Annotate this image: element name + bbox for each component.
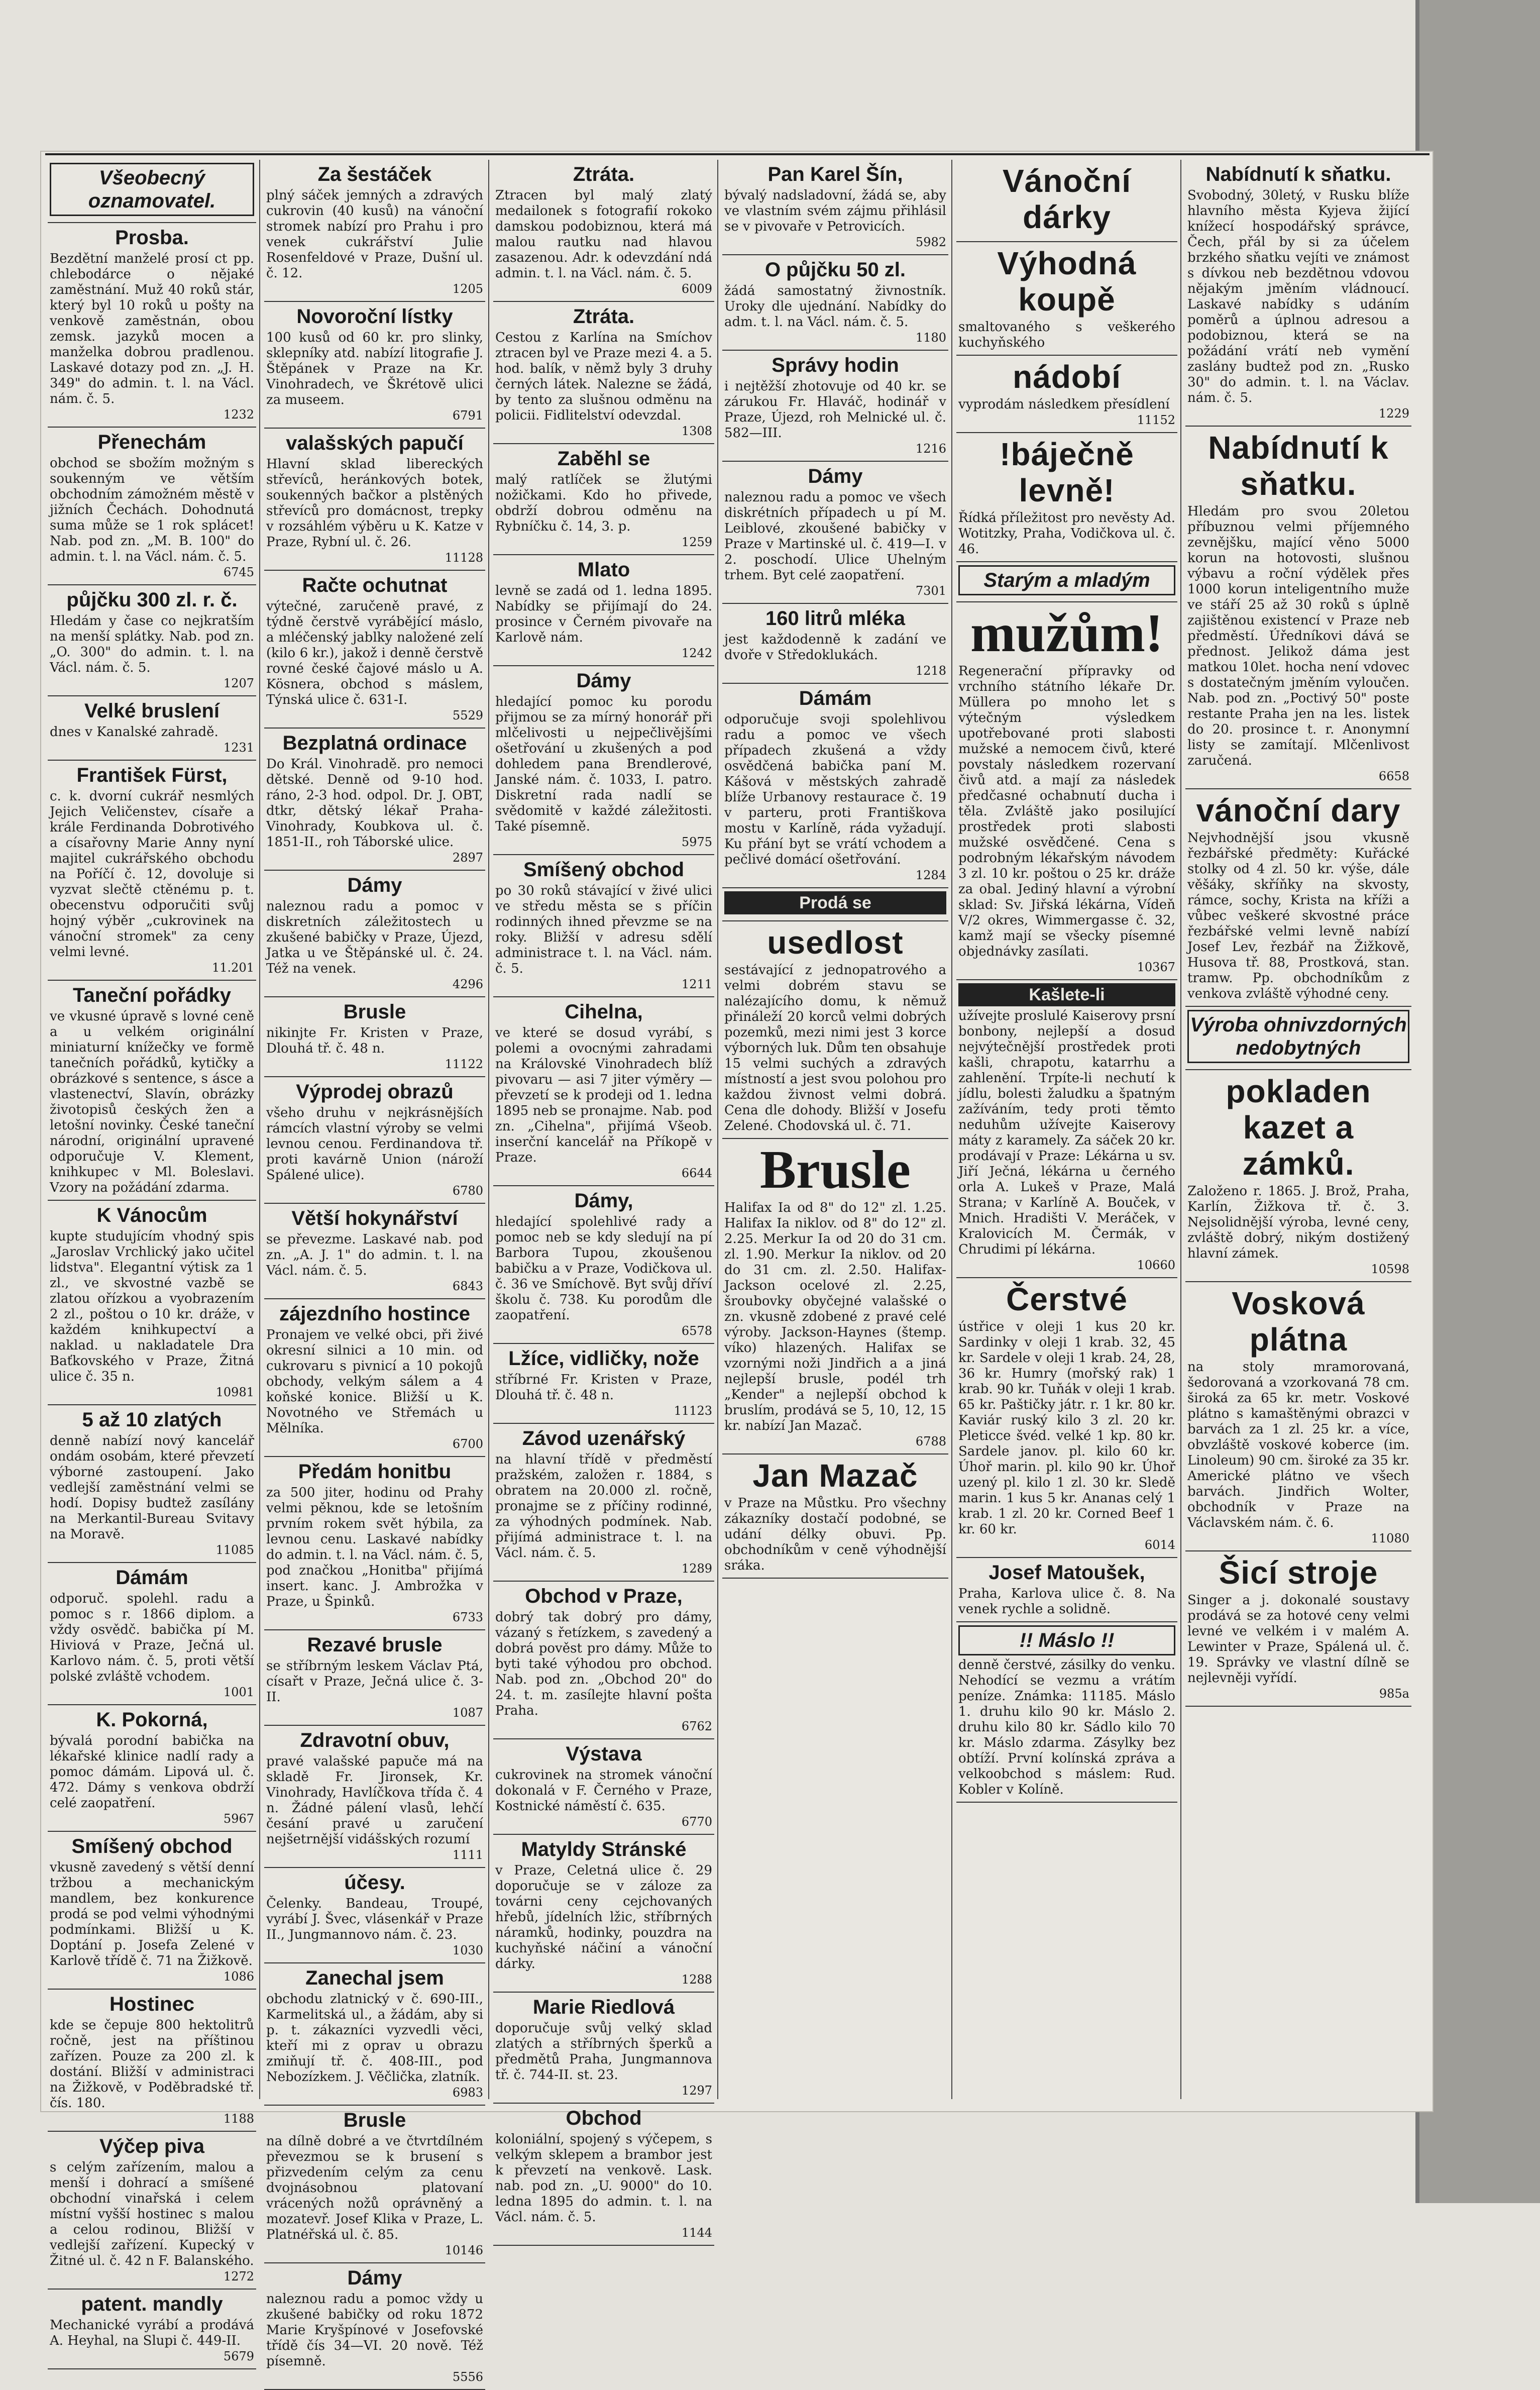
classified-ad [48, 1832, 256, 1990]
ad-heading: Šicí stroje [1219, 1554, 1378, 1591]
ad-body: odporučuje svoji spolehlivou radu a pomoc ve všech případech zkušená a vždy osvědčená babička paní M. Kášová v městských zahradě blíže Urbanovy restaurace č. 19 v parteru, proti Františkova mostu v Karlíně, ráda vyžadují. Ku přání byt se vrátí vchodem a pečlivé domácí ošetřování. [724, 712, 946, 867]
classified-ad [722, 1454, 948, 1579]
classified-ad [48, 696, 256, 761]
column-5 [956, 160, 1177, 2099]
ad-body: na stoly mramorovaná, šedorovaná a vzorkovaná 78 cm. široká za 65 kr. metr. Voskové plátno s kamaštěnými obrazci v barvách za 1 zl. 25 kr. a více, obvzláště voskové koberce (im. Linoleum) 90 cm. široké za 35 kr. Americké plátno ve všech barvách. Jindřich Wolter, obchodník v Praze na Václavském nám. č. 6. [1187, 1360, 1409, 1530]
ad-number: 1232 [223, 407, 254, 422]
ad-heading: František Fürst, [76, 764, 228, 786]
classified-ad [722, 921, 948, 1139]
ad-body: Halifax Ia od 8" do 12" zl. 1.25. Halifax Ia niklov. od 8" do 12" zl. 2.25. Merkur Ia od 20 do 31 cm. zl. 1.90. Merkur Ia niklov. od 20 do 31 cm. zl. 2.50. Halifax-Jackson ocelové zl. 2.25, šroubovky obyčejné valašské o zn. vkusně zdobené z pravé celé výroby. Jackson-Haynes (štemp. víko) hlazených. Halifax se vzornými noži Jindřich a a jiná nejlepší brusle, podél trh „Kender" a nejlepší obchod k bruslím, prodává se 5, 10, 12, 15 kr. nabízí Jan Mazač. [724, 1200, 946, 1433]
ad-heading: valašských papučí [286, 432, 464, 454]
ad-body: vkusně zavedený s větší denní tržbou a mechanickým mandlem, bez konkurence prodá se pod velmi výhodnými podmínkami. Bližší u K. Doptání p. Josefa Zelené v Karlově třídě č. 71 na Žižkově. [50, 1860, 254, 1968]
ad-number: 6733 [452, 1610, 483, 1624]
classified-ad [493, 1835, 714, 1993]
ad-body: Hlavní sklad libereckých střevíců, heránkových botek, soukenných bačkor a plstěných střevíců pro domácnost, trepky v rozsáhlém výběru u K. Katze v Praze, Rybní ul. č. 26. [266, 457, 483, 550]
ad-number: 1218 [915, 664, 946, 678]
ad-heading: Dámy [347, 2267, 402, 2289]
ad-heading: Přenechám [97, 431, 206, 453]
classified-ad [1185, 1070, 1411, 1282]
ad-body: Svobodný, 30letý, v Rusku blíže hlavního města Kyjeva žijící knížecí hospodářský správce, Čech, přál by si za účelem brzkého sňatku vejíti ve známost s dívkou neb bezdětnou vdovou nějakým jměním vládnoucí. Laskavé nabídky s udáním poměrů a úplnou adresou a podobiznou, která se na požádání vrátí neb vymění zaslány budtež pod zn. „Rusko 30" do admin. t. l. na Václav. nám. č. 5. [1187, 188, 1409, 405]
ad-body: cukrovinek na stromek vánoční dokonalá v F. Černého v Praze, Kostnické náměstí č. 635. [495, 1768, 712, 1814]
ad-number: 11123 [674, 1404, 712, 1418]
ad-number: 11152 [1137, 413, 1175, 427]
classified-ad [956, 602, 1177, 980]
classified-ad [48, 585, 256, 696]
ad-number: 1259 [681, 535, 712, 549]
ad-number: 7301 [915, 584, 946, 598]
ad-heading: Mlato [577, 559, 630, 581]
classified-ad [722, 160, 948, 255]
ad-number: 1030 [452, 1943, 483, 1957]
ad-number: 6578 [681, 1324, 712, 1338]
ad-heading: Za šestáček [317, 163, 432, 185]
ad-heading: Taneční pořádky [73, 984, 231, 1006]
classified-ad [264, 1204, 485, 1299]
ad-heading: Dámy [347, 874, 402, 896]
ad-number: 6983 [452, 2086, 483, 2100]
ad-heading: Matyldy Stránské [521, 1838, 687, 1860]
ad-heading: usedlost [767, 924, 904, 961]
ad-number: 6788 [915, 1434, 946, 1448]
ad-body: obchod se sbožím možným s soukenným ve větším obchodním zámožném městě v jižních Čechách. Dohodnutá suma může se 1 rok splácet! Nab. pod zn. „M. B. 100" do admin. t. l. na Václ. nám. č. 5. [50, 456, 254, 564]
ad-number: 1211 [681, 977, 712, 991]
ad-heading: Nabídnutí k sňatku. [1208, 430, 1389, 502]
ad-heading: Pan Karel Šín, [767, 163, 903, 185]
ad-number: 6009 [681, 282, 712, 296]
ad-body: dnes v Kanalské zahradě. [50, 724, 218, 740]
ad-body: Bezdětní manželé prosí ct pp. chlebodárce o nějaké zaměstnání. Muž 40 roků stár, který byl 10 roků u pošty na venkově zaměstnán, obou zemsk. jazyků mocen a manželka dobrou pradlenou. Laskavé dotazy pod zn. „J. H. 349" do admin. t. l. na Václ. nám. č. 5. [50, 251, 254, 406]
classified-ad [264, 2106, 485, 2263]
classified-ad [722, 888, 948, 921]
ad-body: za 500 jiter, hodinu od Prahy velmi pěknou, kde se letošním prvním rokem svět hýbila, za levnou cenu. Laskavé nabídky do admin. t. l. na Václ. nám. č. 5, pod značkou „Honitba" přijímá insert. kanc. J. Ambrožka v Praze, u Špinků. [266, 1485, 483, 1609]
ad-body: v Praze, Celetná ulice č. 29 doporučuje se v záloze za továrni ceny cejchovaných hřebů, jídelních lžic, stříbrných náramků, hodinky, pouzdra na kuchyňské náčiní a vánoční dárky. [495, 1863, 712, 1971]
classified-ad [1185, 427, 1411, 789]
ad-heading: Brusle [759, 1140, 911, 1200]
classified-ad [722, 255, 948, 351]
classified-ad [48, 1563, 256, 1705]
ad-heading: Nabídnutí k sňatku. [1205, 163, 1391, 185]
ad-number: 6014 [1144, 1538, 1175, 1552]
ad-heading: 160 litrů mléka [765, 607, 905, 630]
ad-number: 11080 [1371, 1531, 1409, 1545]
ad-body: výtečné, zaručeně pravé, z týdně čerstvě vyrábějící máslo, a mléčenský jablky naložené zelí (kilo 6 kr.), jakož i denně čerstvě rovné české čajové máslo u A. Kösnera, obchod s máslem, Týnská ulice č. 631-I. [266, 599, 483, 707]
column-4 [722, 160, 948, 2099]
ad-heading: Předám honitbu [298, 1461, 452, 1483]
ad-heading: Zdravotní obuv, [300, 1729, 450, 1751]
scan-margin [1419, 0, 1540, 2203]
classified-ad [48, 2132, 256, 2290]
ad-heading: Dámám [799, 687, 872, 709]
classified-ad [48, 1705, 256, 1832]
ad-heading: Dámám [116, 1567, 188, 1589]
ad-body: odporuč. spolehl. radu a pomoc s r. 1866 diplom. a vždy osvědč. babička pí M. Hiviová v Praze, Ječná ul. Karlovo nám. č. 5, proti větší polské zvláště vchodem. [50, 1591, 254, 1684]
ad-heading: Smíšený obchod [523, 859, 685, 881]
classified-ad [1185, 1007, 1411, 1070]
ad-body: na hlavní třídě v předměstí pražském, založen r. 1884, s obratem na 20.000 zl. ročně, pronajme se z příčiny rodinné, za výhodných podmínek. Nab. přijímá administrace t. l. na Václ. nám. č. 5. [495, 1452, 712, 1561]
ad-body: smaltovaného s veškerého kuchyňského [958, 320, 1175, 350]
ad-body: Řídká příležitost pro nevěsty Ad. Wotitzky, Praha, Vodičkova ul. č. 46. [958, 510, 1175, 557]
ad-number: 1207 [223, 676, 254, 690]
ad-heading: Rezavé brusle [307, 1634, 443, 1656]
ad-number: 5975 [681, 835, 712, 849]
ad-body: i nejtěžší zhotovuje od 40 kr. se zárukou Fr. Hlaváč, hodinář v Praze, Újezd, roh Melnické ul. č. 582—III. [724, 379, 946, 441]
ad-heading: Zaběhl se [557, 448, 650, 470]
ad-number: 1086 [223, 1969, 254, 1984]
ad-number: 1205 [452, 282, 483, 296]
ad-body: obchodu zlatnický v č. 690-III., Karmelitská ul., a žádám, aby si p. t. zákazníci vyzvedli věci, kteří mi z oprav u obrazu zmiňují tř. č. 408-III., pod Nebozízkem. J. Věčlička, zlatník. [266, 1992, 483, 2085]
ad-body: denně čerstvé, zásilky do venku. Nehodící se vezmu a vrátím peníze. Známka: 11185. Máslo 1. druhu kilo 90 kr. Máslo 2. druhu kilo 80 kr. Sádlo kilo 70 kr. Máslo zdarma. Zásylky bez obtíží. První kolínská zpráva a velkoobchod s máslem: Rud. Kobler v Kolíně. [958, 1657, 1175, 1797]
ad-heading: Jan Mazač [752, 1458, 918, 1494]
ad-number: 6644 [681, 1166, 712, 1180]
classified-ad [264, 1457, 485, 1630]
column-divider [717, 160, 718, 2099]
ad-body: Čelenky. Bandeau, Troupé, vyrábí J. Švec, vlásenkář v Praze II., Jungmannovo nám. č. 23. [266, 1896, 483, 1942]
classified-ad [1185, 789, 1411, 1007]
classified-ad [493, 2104, 714, 2246]
ad-heading: Ztráta. [573, 305, 635, 328]
ad-heading: Výstava [566, 1743, 642, 1765]
ad-number: 1001 [223, 1685, 254, 1699]
ad-number: 1188 [223, 2112, 254, 2126]
ad-heading: K Vánocům [96, 1204, 207, 1226]
ad-number: 1272 [223, 2269, 254, 2283]
classified-ad [956, 1278, 1177, 1558]
ad-heading: Obchod v Praze, [525, 1585, 683, 1607]
classified-ad [264, 1868, 485, 1963]
ad-heading: Výroba ohnivzdorných nedobytných [1187, 1010, 1409, 1063]
classified-ad [264, 2263, 485, 2390]
classified-ad [48, 428, 256, 585]
ad-heading: !báječně levně! [1000, 436, 1134, 508]
ad-number: 10981 [215, 1385, 254, 1399]
classified-ad [956, 562, 1177, 602]
classified-ad [48, 1990, 256, 2132]
ad-heading: Velké bruslení [84, 700, 220, 722]
ad-heading: Všeobecný oznamovatel. [50, 163, 254, 216]
ad-number: 6843 [452, 1279, 483, 1293]
ad-body: Cestou z Karlína na Smíchov ztracen byl ve Praze mezi 4. a 5. hod. balík, v němž byly 3 druhy černých látek. Nalezne se žádá, by tento za slušnou odměnu na policii. Fidlitelství odevzdal. [495, 330, 712, 423]
classified-ad [493, 997, 714, 1186]
ad-body: Singer a j. dokonalé soustavy prodává se za hotové ceny velmi levné ve velkém i v malém A. Lewinter v Praze, Spálená ul. č. 19. Správky ve vlastní dílně se nejlevněji vyřídí. [1187, 1593, 1409, 1686]
ad-body: se převezme. Laskavé nab. pod zn. „A. J. 1" do admin. t. l. na Václ. nám. č. 5. [266, 1232, 483, 1278]
ad-number: 5967 [223, 1812, 254, 1826]
ad-body: po 30 roků stávající v živé ulici ve středu města se s příčin rodinných ihned převzme se na roky. Bližší v adresu sdělí administrace t. l. na Václ. nám. č. 5. [495, 883, 712, 976]
ad-heading: Závod uzenářský [522, 1427, 686, 1449]
classified-ad [493, 444, 714, 555]
ad-body: denně nabízí nový kancelář ondám osobám, které převzetí výborné zastoupení. Jako vedlejší zaměstnání velmi se hodí. Dopisy budtež zasílány na Merkantil-Bureau Svitavy na Moravě. [50, 1433, 254, 1542]
ad-body: žádá samostatný živnostník. Uroky dle ujednání. Nabídky do adm. t. l. na Václ. nám. č. 5. [724, 283, 946, 330]
ad-number: 6762 [681, 1719, 712, 1733]
ad-body: ve které se dosud vyrábí, s polemi a ovocnými zahradami na Královské Vinohradech blíž pivovaru — asi 7 jiter výměry — převzetí se k prodeji od 1. ledna 1895 neb se pronajme. Nab. pod zn. „Cihelna", přijímá Všeob. inserční kancelář na Příkopě v Praze. [495, 1025, 712, 1165]
classified-ad [264, 1299, 485, 1457]
ad-body: v Praze na Můstku. Pro všechny zákazníky dostačí podobné, se udání délky obuvi. Pp. obchodníkům v ceně výhodnější sráka. [724, 1496, 946, 1573]
classified-ad [493, 666, 714, 855]
ad-heading: Větší hokynářství [291, 1207, 458, 1229]
classified-ad [48, 761, 256, 981]
ad-heading: Novoroční lístky [296, 305, 453, 328]
ad-heading: Kašlete-li [958, 983, 1175, 1006]
ad-number: 1297 [681, 2084, 712, 2098]
ad-heading: Vánoční dárky [1003, 163, 1131, 235]
column-3 [493, 160, 714, 2240]
classified-ad [48, 981, 256, 1201]
ad-heading: K. Pokorná, [96, 1709, 208, 1731]
ad-number: 6791 [452, 408, 483, 423]
ad-body: se stříbrným leskem Václav Ptá, císařt v Praze, Ječná ulice č. 3-II. [266, 1658, 483, 1705]
classified-ad [264, 729, 485, 871]
ad-heading: Cihelna, [565, 1001, 643, 1023]
ad-number: 10367 [1137, 960, 1175, 974]
ad-heading: Prodá se [724, 891, 946, 914]
classified-ad [493, 160, 714, 302]
ad-number: 5679 [223, 2349, 254, 2363]
ad-heading: Starým a mladým [958, 565, 1175, 595]
column-divider [1180, 160, 1181, 2099]
ad-heading: Hostinec [109, 1993, 194, 2015]
classified-ad [48, 160, 256, 223]
ad-number: 985a [1379, 1687, 1409, 1701]
ad-body: doporučuje svůj velký sklad zlatých a stříbrných šperků a předmětů Praha, Jungmannova tř. č. 744-II. st. 23. [495, 2021, 712, 2083]
ad-body: sestávající z jednopatrového a velmi dobrém stavu se nalézajícího domu, k němuž přináleží 20 korců velmi dobrých pozemků, mezi nimi jest 3 korce výborných luk. Dům ten obsahuje 15 velmi suchých a zdravých místností a jest svou polohou pro každou živnost velmi dobrá. Cena dle dohody. Bližší v Josefu Zelené. Chodovská ul. č. 71. [724, 963, 946, 1133]
ad-number: 2897 [452, 851, 483, 865]
ad-heading: Dámy, [574, 1190, 633, 1212]
ad-body: hledající spolehlivé rady a pomoc neb se kdy sledují na pí Barbora Tupou, zkoušenou babičku a v Praze, Vodičkova ul. č. 36 ve Smíchově. Byt svůj dříví školu č. 738. Ku porodům dle zaopatření. [495, 1214, 712, 1323]
classified-ad [956, 433, 1177, 562]
ad-number: 5982 [915, 235, 946, 249]
classified-ad [1185, 1282, 1411, 1551]
ad-heading: vánoční dary [1196, 792, 1401, 828]
classified-ad [264, 1726, 485, 1868]
classified-ad [493, 1739, 714, 1835]
classified-ad [722, 684, 948, 888]
ad-body: ve vkusné úpravě s lovné ceně a u velkém originální miniaturní knížečky ve formě tanečních pořádků, kytičky a obrázkové s sentence, s ásce a vlastenectví, Slavín, obrázky životopisů českých žen a letošní novinky. České taneční národní, originální upravené odporučuje V. Klement, knihkupec v Ml. Boleslavi. Vzory na požádání zdarma. [50, 1009, 254, 1195]
ad-heading: mužům! [970, 603, 1163, 663]
ad-heading: pokladen kazet a zámků. [1226, 1073, 1371, 1182]
ad-number: 11122 [445, 1057, 483, 1071]
ad-body: Založeno r. 1865. J. Brož, Praha, Karlín, Žižkova tř. č. 3. Nejsolidnější výroba, levné ceny, zvláště dobrý, nikým dostižený hlavní zámek. [1187, 1184, 1409, 1261]
ad-heading: Brusle [343, 1001, 406, 1023]
column-6 [1185, 160, 1411, 2099]
classified-ad [956, 160, 1177, 242]
ad-number: 5556 [452, 2370, 483, 2384]
classified-ad [493, 302, 714, 444]
ad-heading: zájezdního hostince [279, 1303, 471, 1325]
classified-ad [264, 571, 485, 729]
ad-heading: patent. mandly [81, 2293, 223, 2315]
classified-ad [48, 223, 256, 428]
ad-body: hledající pomoc ku porodu přijmou se za mírný honorář při mlčelivosti u nejpečlivějšími ošetřování u zkušených a pod dohledem pana Brendlerové, Janské nám. č. 1033, I. patro. Diskretní rada nadlí se svědomitě v každé záležitosti. Také písemně. [495, 694, 712, 834]
ad-number: 1111 [452, 1848, 483, 1862]
ad-heading: Smíšený obchod [71, 1835, 233, 1857]
ad-body: všeho druhu v nejkrásnějších rámcích vlastní výroby se velmi levnou cenou. Ferdinandova tř. proti kavárně Union (nároží Spálené ulice). [266, 1105, 483, 1183]
ad-body: kde se čepuje 800 hektolitrů ročně, jest na příštinou zařízen. Pouze za 200 zl. k dostání. Bližší v administraci na Žižkově, v Poděbradské tř. čís. 180. [50, 2018, 254, 2111]
ad-body: stříbrné Fr. Kristen v Praze, Dlouhá tř. č. 48 n. [495, 1372, 712, 1403]
classified-ad [493, 1993, 714, 2104]
column-2 [264, 160, 485, 2384]
classified-ad [264, 429, 485, 571]
ad-heading: Správy hodin [772, 354, 899, 376]
ad-number: 6745 [223, 565, 254, 579]
ad-number: 6770 [681, 1815, 712, 1829]
ad-number: 1242 [681, 646, 712, 660]
ad-number: 1229 [1378, 406, 1409, 421]
ad-body: naleznou radu a pomoc vždy u zkušené babičky od roku 1872 Marie Kryšpínové v Josefovské třídě čís 34—VI. 20 nově. Též písemně. [266, 2292, 483, 2369]
classified-ad [493, 1424, 714, 1582]
ad-body: 100 kusů od 60 kr. pro slinky, sklepníky atd. nabízí litografie J. Štěpánek v Praze na Kr. Vinohradech, ve Škrétově ulici za museem. [266, 330, 483, 407]
ad-body: Regenerační přípravky od vrchního státního lékaře Dr. Müllera po mnoho let s výtečným výsledkem upotřebované proti slabosti mužské a nemocem čivů, které povstaly následkem rozervaní čivů atd. a mají za následek předčasné ochabnutí ducha i těla. Zvláště jako posilující prostředek proti slabosti mužské osvědčené. Cena s podrobným lékařským návodem 3 zl. 10 kr. poštou o 25 kr. dráže za obal. Jediný hlavní a výrobní sklad: Sv. Jiřská lékárna, Vídeň V/2 okres, Wimmergasse č. 32, kamž mají se všecky písemné objednávky zasílati. [958, 664, 1175, 959]
classified-ad [1185, 160, 1411, 427]
ad-body: Hledám y čase co nejkratším na menší splátky. Nab. pod zn. „O. 300" do admin. t. l. na Václ. nám. č. 5. [50, 613, 254, 675]
ad-number: 1216 [915, 442, 946, 456]
ad-number: 11128 [445, 551, 483, 565]
ad-number: 6700 [452, 1437, 483, 1451]
ad-body: bývalá porodní babička na lékařské klinice nadlí rady a pomoc dámám. Lipová ul. č. 472. Dámy s venkova obdrží celé zaopatření. [50, 1733, 254, 1811]
ad-heading: Zanechal jsem [305, 1967, 444, 1989]
ad-body: Praha, Karlova ulice č. 8. Na venek rychle a solidně. [958, 1586, 1175, 1617]
classified-ad [264, 160, 485, 302]
column-1 [48, 160, 256, 2363]
classified-ad [956, 242, 1177, 356]
ad-heading: Račte ochutnat [302, 574, 448, 596]
classified-ad [722, 1139, 948, 1454]
ad-number: 10660 [1137, 1258, 1175, 1272]
ad-heading: !! Máslo !! [958, 1625, 1175, 1655]
ad-body: c. k. dvorní cukrář nesmlých Jejich Veličenstev, císaře a krále Ferdinanda Dobrotivého a císařovny Marie Anny nyní majitel cukrářského obchodu na Poříčí č. 12, dovoluje si vyzvat slečtě ctěnému p. t. obecenstvu odporučiti svůj hojný výběr „cukrovinek na vánoční stromek" za ceny velmi levné. [50, 789, 254, 960]
classified-ad [264, 302, 485, 429]
classified-ad [956, 1558, 1177, 1622]
ad-heading: Čerstvé [1006, 1281, 1128, 1317]
classified-ad [264, 1630, 485, 1726]
ad-heading: Ztráta. [573, 163, 635, 185]
ad-number: 1308 [681, 424, 712, 438]
classified-ad [48, 1405, 256, 1563]
column-divider [259, 160, 260, 2099]
ad-heading: Výčep piva [99, 2135, 204, 2157]
ad-body: bývalý nadsladovní, žádá se, aby ve vlastním svém zájmu přihlásil se v pivovaře v Petrovicích. [724, 188, 946, 234]
classified-ad [493, 1186, 714, 1344]
classified-ad [493, 555, 714, 666]
ad-body: na dílně dobré a ve čtvrtdílném převezmou se k brusení s přizvedením celým za cenu dvojnásobnou platovaní vrácených nožů oprávněný a mozatevř. Josef Klika v Praze, L. Platnéřská ul. č. 85. [266, 2134, 483, 2242]
ad-heading: Prosba. [115, 227, 189, 249]
ad-body: nikinjte Fr. Kristen v Praze, Dlouhá tř. č. 48 n. [266, 1025, 483, 1056]
ad-body: naleznou radu a pomoc v diskretních záležitostech u zkušené babičky v Praze, Újezd, Jatka u ve Štěpánské ul. č. 24. Též na venek. [266, 899, 483, 976]
ad-body: malý ratlíček se žlutými nožičkami. Kdo ho přivede, obdrží dobrou odměnu na Rybníčku č. 14, 3. p. [495, 472, 712, 534]
classified-ad [722, 604, 948, 684]
classified-ad [48, 1201, 256, 1405]
classified-ad [722, 462, 948, 604]
ad-number: 1289 [681, 1562, 712, 1576]
ad-heading: Bezplatná ordinace [282, 732, 467, 754]
ad-number: 1144 [681, 2226, 712, 2240]
classified-ad [264, 997, 485, 1077]
ad-number: 1180 [915, 331, 946, 345]
ad-body: pravé valašské papuče má na skladě Fr. Jironsek, Kr. Vinohrady, Havlíčkova třída č. 4 n. Žádné pálení vlasů, lehčí česání pravé u zaručení nejšetrnější vidášských rozumí [266, 1754, 483, 1847]
ad-body: plný sáček jemných a zdravých cukrovin (40 kusů) na vánoční stromek nabízí pro Prahu i pro venek cukrářství Julie Rosenfeldové v Praze, Dušní ul. č. 12. [266, 188, 483, 281]
ad-number: 1231 [223, 741, 254, 755]
classified-ad [956, 980, 1177, 1278]
ad-heading: Brusle [343, 2109, 406, 2131]
ad-number: 5529 [452, 708, 483, 722]
ad-body: Pronajem ve velké obci, při živé okresní silnici a 10 min. od cukrovaru s pivnicí a 10 pokojů obchody, velkým sálem a 4 koňské konice. Bližší u K. Novotného ve Střemách u Mělníka. [266, 1327, 483, 1436]
ad-number: 10146 [445, 2243, 483, 2257]
ad-heading: účesy. [344, 1872, 405, 1894]
ad-heading: Dámy [808, 465, 863, 487]
column-divider [488, 160, 489, 2099]
classified-ad [493, 1582, 714, 1739]
ad-heading: nádobí [1013, 359, 1121, 395]
ad-body: levně se zadá od 1. ledna 1895. Nabídky se přijímají do 24. prosince v Černém pivovaře na Karlově nám. [495, 583, 712, 645]
ad-body: koloniální, spojený s výčepem, s velkým sklepem a brambor jest k převzetí na venkově. Lask. nab. pod zn. „U. 9000" do 10. ledna 1895 do admin. t. l. na Václ. nám. č. 5. [495, 2132, 712, 2225]
ad-heading: Lžíce, vidličky, nože [508, 1347, 699, 1370]
classified-ad [48, 2290, 256, 2369]
ad-number: 6780 [452, 1184, 483, 1198]
classified-ad [264, 871, 485, 997]
ad-body: naleznou radu a pomoc ve všech diskrétních případech u pí M. Leiblové, zkoušené babičky v Praze v Martinské ul. č. 419—I. v 2. poschodí. Ulice Uhelným trhem. Byt celé zaopatření. [724, 490, 946, 583]
ad-number: 1288 [681, 1972, 712, 1987]
ad-body: Mechanické vyrábí a prodává A. Heyhal, na Slupi č. 449-II. [50, 2318, 254, 2348]
ad-body: ústřice v oleji 1 kus 20 kr. Sardinky v oleji 1 krab. 32, 45 kr. Sardele v oleji 1 krab. 24, 28, 36 kr. Humry (mořský rak) 1 krab. 90 kr. Tuňák v oleji 1 krab. 65 kr. Paštičky játr. r. 1 kr. 80 kr. Kaviár ruský kilo 3 zl. 20 kr. Pleticce švéd. velké 1 kp. 80 kr. Sardele janov. pl. kilo 60 kr. Úhoř marin. pl. kilo 90 kr. Úhoř uzený pl. kilo 1 zl. 30 kr. Sledě marin. 1 kus 5 kr. Ananas celý 1 krab. 1 zl. 20 kr. Corned Beef 1 kr. 60 kr. [958, 1319, 1175, 1537]
ad-heading: 5 až 10 zlatých [82, 1409, 222, 1431]
ad-number: 1087 [452, 1706, 483, 1720]
classified-ad [1185, 1551, 1411, 1707]
ad-number: 11085 [215, 1543, 254, 1557]
classified-ad [956, 1622, 1177, 1803]
ad-heading: O půjčku 50 zl. [764, 259, 906, 281]
ad-number: 10598 [1371, 1262, 1409, 1276]
ad-heading: Obchod [566, 2107, 642, 2129]
ad-number: 4296 [452, 977, 483, 991]
ad-body: Hledám pro svou 20letou příbuznou velmi příjemného zevnějšku, mající věno 5000 korun na hotovosti, slušnou výbavu a roční výdělek přes 1000 korun inteligentního muže ve stáří 25 až 30 roků s úplně zajištěnou existencí v Praze neb předměstí. Úředníkovi dává se přednost. Jelikož dáma jest matkou 10let. hocha není vdovec s dostatečným jměním vyloučen. Nab. pod zn. „Poctivý 50" poste restante Praha jen na les. listek do 20. prosince t. r. Anonymní listy se zamítají. Mlčenlivost zaručená. [1187, 504, 1409, 768]
ad-body: dobrý tak dobrý pro dámy, vázaný s řetízkem, s zavedený a dobrá pověst pro dámy. Může to byti také výhodou pro obchod. Nab. pod zn. „Obchod 20" do 24. t. m. zasílejte hlavní pošta Praha. [495, 1610, 712, 1718]
ad-body: vyprodám následkem přesídlení [958, 397, 1170, 412]
ad-body: Nejvhodnější jsou vkusně řezbářské předměty: Kuřácké stolky od 4 zl. 50 kr. výše, dále věšáky, skříňky na skvosty, rámce, sochy, Krista na kříži a vůbec veškeré skvostné práce řezbářské velmi levně nabízí Josef Lev, řezbář na Žižkově, Husova tř. 88, Prostková, stan. tramw. Pp. obchodníkům z venkova zvláště výhodné ceny. [1187, 830, 1409, 1001]
ad-heading: Josef Matoušek, [988, 1562, 1145, 1584]
classified-ad [264, 1963, 485, 2106]
ad-body: Do Král. Vinohradě. pro nemoci dětské. Denně od 9-10 hod. ráno, 2-3 hod. odpol. Dr. J. OBT, dtkr, dětský lékař Praha-Vinohrady, Koubkova ul. č. 1851-II., roh Táborské ulice. [266, 757, 483, 850]
ad-heading: Marie Riedlová [532, 1996, 675, 2018]
classified-ad [264, 1077, 485, 1204]
ad-body: kupte studujícím vhodný spis „Jaroslav Vrchlický jako učitel lidstva". Elegantní výtisk za 1 zl., ve skvostné vazbě se zlatou ořízkou a vyobrazením 2 zl., poštou o 10 kr. dráže, v každém knihkupectví a naklad. u nakladatele Dra Baťkovského v Praze, Žitná ulice č. 35 n. [50, 1229, 254, 1384]
classified-ad [493, 1344, 714, 1424]
ad-number: 11.201 [212, 961, 254, 975]
ad-body: jest každodenně k zadání ve dvoře v Středoklukách. [724, 632, 946, 663]
ad-heading: Vosková plátna [1232, 1285, 1365, 1358]
ad-number: 1284 [915, 868, 946, 882]
top-rule [45, 153, 1429, 155]
ad-body: užívejte proslulé Kaiserovy prsní bonbony, nejlepší a dosud nejvýtečnější prostředek proti kašli, chrapotu, katarrhu a zahlenění. Trpíte-li nechutí k jídlu, bolesti žaludku a špatným zažíváním, tedy proti těmto neduhům užívejte Kaiserovy máty z karamely. Za sáček 20 kr. prodávají v Praze: Lékárna u sv. Jiří Ječná, lékárna u černého orla A. Lukeš v Praze, Malá Strana; v Karlíně A. Bouček, v Mnich. Hradišti V. Meráček, v Kralovicích M. Čermák, v Chrudimi pí lékárna. [958, 1008, 1175, 1257]
ad-body: s celým zařízením, malou a menší i dohrací a smíšené obchodní vinařská i celem místní vyšší hostinec s malou a celou rodinou, Bližší v vedlejší zařízení. Kupecký v Žitné ul. č. 42 n F. Balanského. [50, 2160, 254, 2268]
classified-ad [493, 855, 714, 997]
ad-heading: Dámy [576, 670, 631, 692]
classified-ad [722, 351, 948, 462]
ad-heading: Výhodná koupě [997, 245, 1137, 318]
ad-number: 6658 [1378, 769, 1409, 783]
ad-heading: půjčku 300 zl. r. č. [66, 589, 238, 611]
column-divider [951, 160, 952, 2099]
classified-ad [956, 356, 1177, 433]
ad-heading: Výprodej obrazů [296, 1081, 454, 1103]
ad-body: Ztracen byl malý zlatý medailonek s fotografií rokoko damskou podobiznou, která má malou rautku nad hlavou zasazenou. Adr. k odevzdání ndá admin. t. l. na Václ. nám. č. 5. [495, 188, 712, 281]
